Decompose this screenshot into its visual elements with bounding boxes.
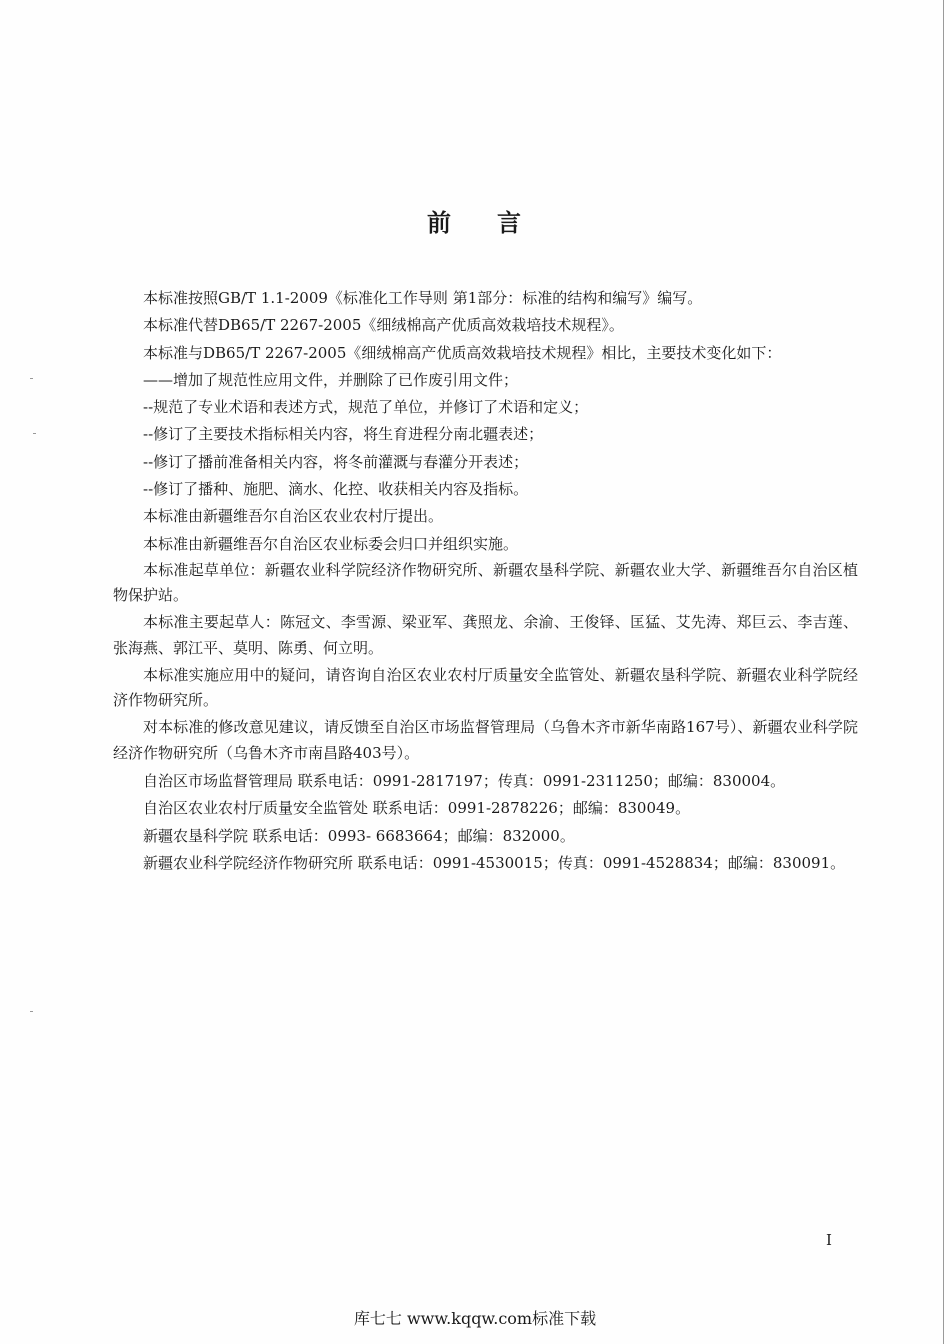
- change-item: --修订了播种、施肥、滴水、化控、收获相关内容及指标。: [143, 480, 529, 499]
- scan-edge-line: [943, 0, 944, 1344]
- paragraph-drafters: 本标准主要起草人：陈冠文、李雪源、梁亚军、龚照龙、余渝、王俊铎、匡猛、艾先涛、郑巨云、李吉莲、张海燕、郭江平、莫明、陈勇、何立明。: [113, 613, 858, 657]
- paragraph-replaces: 本标准代替DB65/T 2267-2005《细绒棉高产优质高效栽培技术规程》。: [143, 316, 624, 335]
- change-item: --修订了主要技术指标相关内容，将生育进程分南北疆表述；: [143, 425, 544, 444]
- paragraph-proposed-by: 本标准由新疆维吾尔自治区农业农村厅提出。: [143, 507, 444, 526]
- foreword-body: [113, 285, 858, 877]
- contact-line: 自治区市场监督管理局 联系电话：0991-2817197；传真：0991-2311250；邮编：830004。: [143, 771, 786, 790]
- change-item: --规范了专业术语和表述方式，规范了单位，并修订了术语和定义；: [143, 398, 589, 417]
- contact-line: 新疆农垦科学院 联系电话：0993- 6683664；邮编：832000。: [143, 826, 575, 845]
- paragraph-format: 本标准按照GB/T 1.1-2009《标准化工作导则 第1部分：标准的结构和编写》编写。: [143, 289, 703, 307]
- contact-line: 自治区农业农村厅质量安全监管处 联系电话：0991-2878226；邮编：830049。: [143, 799, 691, 818]
- paragraph-drafting-units: 本标准起草单位：新疆农业科学院经济作物研究所、新疆农垦科学院、新疆农业大学、新疆维吾尔自治区植物保护站。: [113, 560, 858, 605]
- paragraph-administered-by: 本标准由新疆维吾尔自治区农业标委会归口并组织实施。: [143, 534, 519, 553]
- scan-speck: [33, 433, 36, 434]
- scan-speck: [30, 1011, 33, 1012]
- title-char-left: 前: [427, 209, 453, 237]
- paragraph-inquiries: 本标准实施应用中的疑问，请咨询自治区农业农村厅质量安全监管处、新疆农垦科学院、新疆农业科学院经济作物研究所。: [113, 665, 858, 710]
- watermark-footer: 库七七 www.kqqw.com标准下载: [353, 1309, 597, 1328]
- title-char-right: 言: [497, 209, 523, 237]
- contact-line: 新疆农业科学院经济作物研究所 联系电话：0991-4530015；传真：0991-4528834；邮编：830091。: [143, 853, 846, 872]
- paragraph-changes-intro: 本标准与DB65/T 2267-2005《细绒棉高产优质高效栽培技术规程》相比，主要技术变化如下：: [143, 343, 782, 362]
- scan-speck: [30, 378, 33, 379]
- page-number: I: [826, 1231, 832, 1249]
- change-item: --修订了播前准备相关内容，将冬前灌溉与春灌分开表述；: [143, 452, 529, 471]
- change-item: ——增加了规范性应用文件，并删除了已作废引用文件；: [143, 370, 519, 389]
- paragraph-feedback: 对本标准的修改意见建议，请反馈至自治区市场监督管理局（乌鲁木齐市新华南路167号）、新疆农业科学院经济作物研究所（乌鲁木齐市南昌路403号）。: [113, 718, 858, 762]
- page-title: [0, 203, 950, 238]
